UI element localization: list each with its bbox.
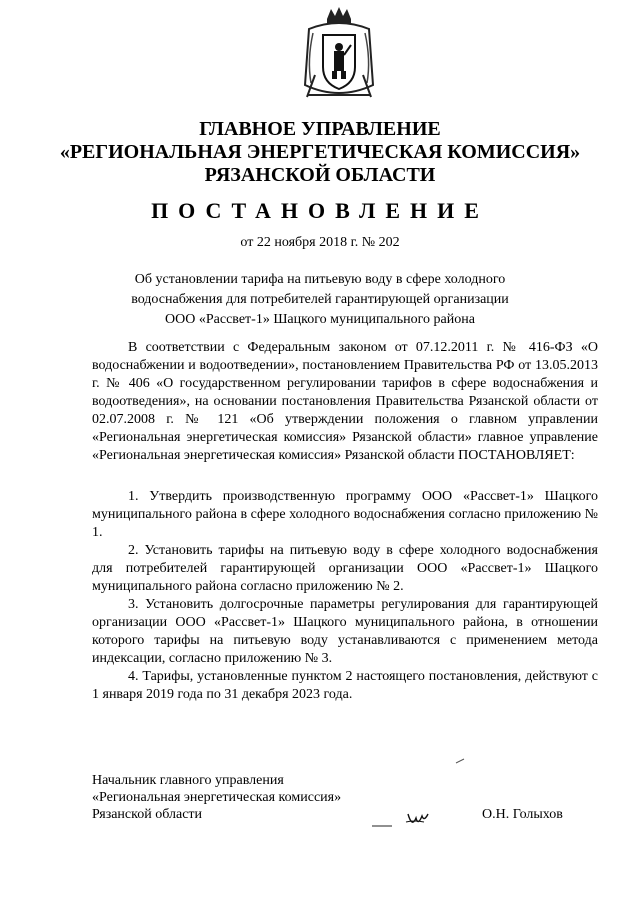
coat-of-arms-icon (299, 5, 379, 105)
org-name-line-2: «РЕГИОНАЛЬНАЯ ЭНЕРГЕТИЧЕСКАЯ КОМИССИЯ» (59, 141, 581, 163)
handwritten-signature-icon (370, 810, 440, 832)
signatory-name: О.Н. Голыхов (482, 807, 563, 822)
resolution-item-2: 2. Установить тарифы на питьевую воду в сфере холодного водоснабжения для потребителей гарантирующей организации ООО «Рассвет-1» Шацкого муниципального района согласно приложению № 2. (92, 543, 598, 594)
resolution-item-1: 1. Утвердить производственную программу ООО «Рассвет-1» Шацкого муниципального района в сфере холодного водоснабжения согласно приложению № 1. (92, 489, 598, 540)
resolution-items (92, 488, 598, 704)
resolution-item-4: 4. Тарифы, установленные пунктом 2 настоящего постановления, действуют с 1 января 2019 года по 31 декабря 2023 года. (92, 669, 598, 702)
preamble-section (92, 339, 598, 465)
org-name-line-1: ГЛАВНОЕ УПРАВЛЕНИЕ (199, 118, 441, 140)
document-subject: Об установлении тарифа на питьевую воду в сфере холодного водоснабжения для потребителей гарантирующей организации ООО «Рассвет-1» Шацкого муниципального района (131, 272, 509, 327)
resolution-item-3: 3. Установить долгосрочные параметры регулирования для гарантирующей организации ООО «Рассвет-1» Шацкого муниципального района, в отношении которого тарифы на питьевую воду устанавливаются с применением метода индексации, согласно приложению № 3. (92, 597, 598, 666)
org-name-line-3: РЯЗАНСКОЙ ОБЛАСТИ (204, 164, 436, 186)
signatory-title-line-1: Начальник главного управления (92, 773, 284, 788)
signatory-title-line-2: «Региональная энергетическая комиссия» (92, 790, 342, 805)
document-date-number: от 22 ноября 2018 г. № 202 (240, 235, 400, 250)
pen-mark-icon (455, 758, 465, 764)
signatory-title-line-3: Рязанской области (92, 807, 203, 822)
document-type-title: ПОСТАНОВЛЕНИЕ (151, 198, 489, 223)
preamble-paragraph: В соответствии с Федеральным законом от 07.12.2011 г. № 416-ФЗ «О водоснабжении и водоотведении», постановлением Правительства РФ от 13.05.2013 г. № 406 «О государственном регулировании тарифов в сфере водоснабжения и водоотведения», на основании постановления Правительства Рязанской области от 02.07.2008 г. № 121 «Об утверждении положения о главном управлении «Региональная энергетическая комиссия» Рязанской области» главное управление «Региональная энергетическая комиссия» Рязанской области ПОСТАНОВЛЯЕТ: (92, 340, 598, 463)
